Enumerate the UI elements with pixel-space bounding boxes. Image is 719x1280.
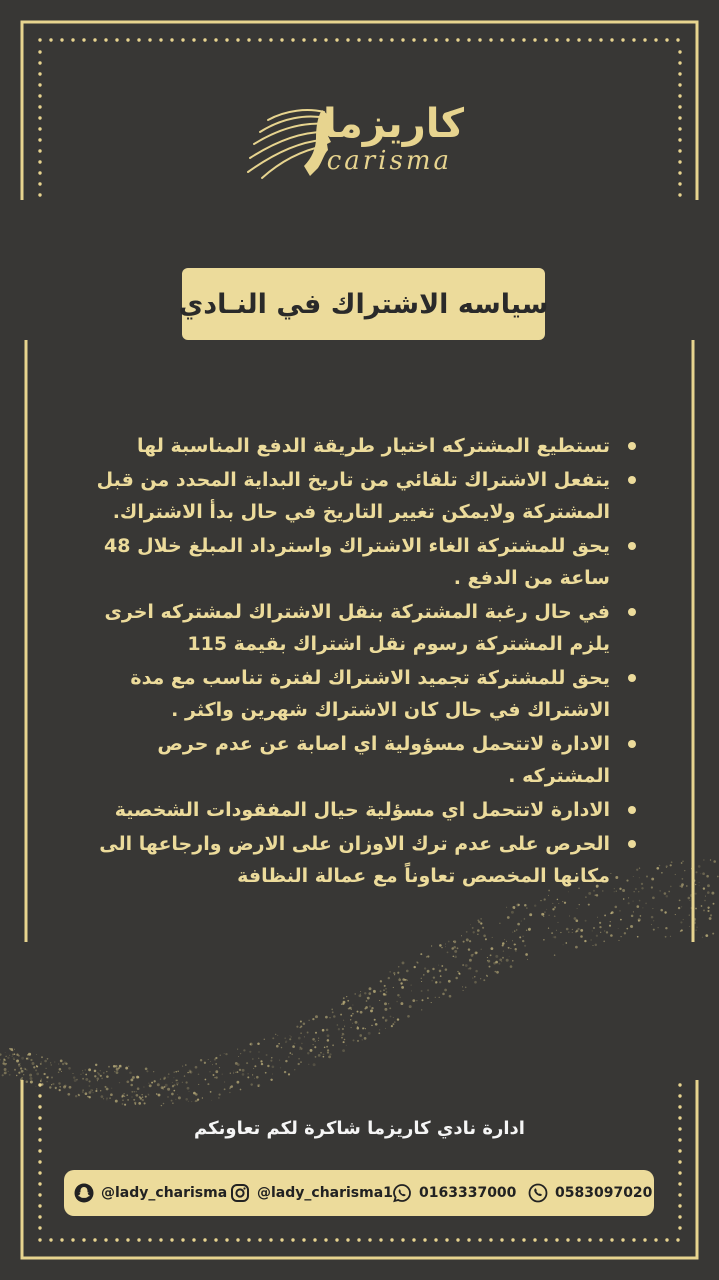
bullet-icon: [628, 476, 636, 484]
contact-bar: [64, 1170, 654, 1216]
brand-logo: [230, 100, 470, 180]
bullet-icon: [628, 608, 636, 616]
rule-text: في حال رغبة المشتركة بنقل الاشتراك لمشتركه اخرى يلزم المشتركة رسوم نقل اشتراك بقيمة 115: [104, 601, 610, 655]
list-item: [70, 728, 640, 792]
list-item: [70, 430, 640, 462]
whatsapp-contact[interactable]: [392, 1170, 516, 1216]
brand-name-arabic: كاريزما: [323, 101, 464, 147]
instagram-contact[interactable]: [230, 1170, 393, 1216]
phone-contact[interactable]: [528, 1170, 652, 1216]
page-title: سياسه الاشتراك في النـادي: [178, 288, 549, 320]
bullet-icon: [628, 840, 636, 848]
woman-silhouette-icon: [238, 102, 333, 182]
rule-text: الحرص على عدم ترك الاوزان على الارض وارجاعها الى مكانها المخصص تعاوناً مع عمالة النظافة: [99, 833, 610, 887]
thanks-message: ادارة نادي كاريزما شاكرة لكم تعاونكم: [194, 1118, 525, 1139]
bullet-icon: [628, 542, 636, 550]
rule-text: يتفعل الاشتراك تلقائي من تاريخ البداية المحدد من قبل المشتركة ولايمكن تغيير التاريخ في حال بدأ الاشتراك.: [96, 469, 610, 523]
snapchat-icon: [74, 1183, 94, 1203]
list-item: [70, 596, 640, 660]
phone-icon: [528, 1183, 548, 1203]
bullet-icon: [628, 806, 636, 814]
list-item: [70, 662, 640, 726]
bullet-icon: [628, 674, 636, 682]
rule-text: الادارة لاتتحمل مسؤولية اي اصابة عن عدم حرص المشتركه .: [157, 733, 610, 787]
title-banner: [178, 268, 549, 340]
list-item: [70, 464, 640, 528]
whatsapp-number: 0163337000: [419, 1185, 517, 1201]
snapchat-contact[interactable]: [74, 1170, 227, 1216]
list-item: [70, 794, 640, 826]
rule-text: تستطيع المشتركه اختيار طريقة الدفع المناسبة لها: [137, 435, 610, 457]
rule-text: الادارة لاتتحمل اي مسؤلية حيال المفقودات الشخصية: [114, 799, 610, 821]
phone-number: 0583097020: [555, 1185, 653, 1201]
rule-text: يحق للمشتركة الغاء الاشتراك واسترداد المبلغ خلال 48 ساعة من الدفع .: [104, 535, 610, 589]
rule-text: يحق للمشتركة تجميد الاشتراك لفترة تناسب مع مدة الاشتراك في حال كان الاشتراك شهرين واكثر .: [130, 667, 610, 721]
instagram-handle: @lady_charisma1: [257, 1185, 393, 1201]
snapchat-handle: @lady_charisma: [101, 1185, 228, 1201]
list-item: [70, 530, 640, 594]
bullet-icon: [628, 740, 636, 748]
policy-rules-list: [70, 430, 640, 894]
whatsapp-icon: [392, 1183, 412, 1203]
bullet-icon: [628, 442, 636, 450]
brand-name-latin: carisma: [326, 146, 452, 176]
list-item: [70, 828, 640, 892]
instagram-icon: [230, 1183, 250, 1203]
